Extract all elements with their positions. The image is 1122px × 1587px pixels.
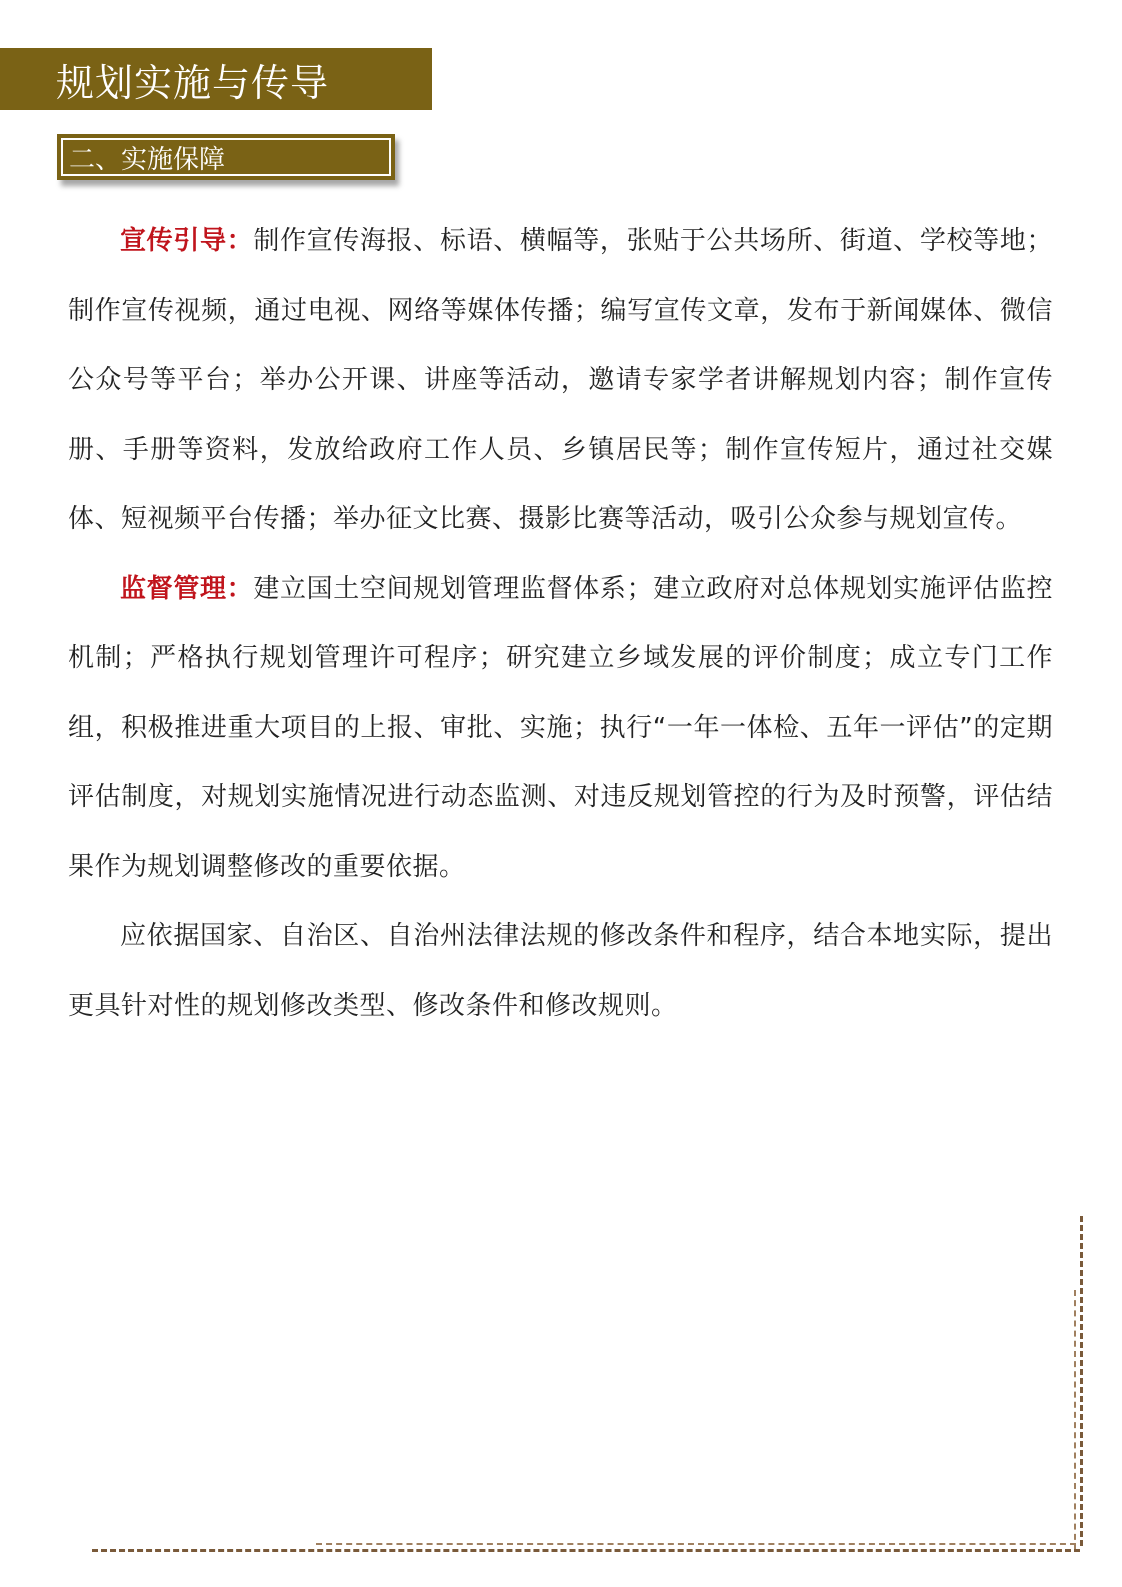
decorative-frame-horizontal bbox=[92, 1549, 1080, 1552]
paragraph-lead-publicity: 宣传引导： bbox=[120, 226, 254, 256]
decorative-frame-vertical-inner bbox=[1074, 1290, 1076, 1550]
decorative-frame-vertical bbox=[1080, 1216, 1083, 1546]
paragraph-publicity bbox=[68, 207, 1053, 555]
section-heading-box bbox=[57, 134, 395, 180]
paragraph-revision bbox=[68, 902, 1053, 1041]
body-content bbox=[68, 207, 1053, 1041]
paragraph-supervision bbox=[68, 555, 1053, 903]
page-title: 规划实施与传导 bbox=[56, 60, 330, 105]
paragraph-text-supervision: 建立国土空间规划管理监督体系；建立政府对总体规划实施评估监控机制；严格执行规划管理许可程序；研究建立乡域发展的评价制度；成立专门工作组，积极推进重大项目的上报、审批、实施；执行“一年一体检、五年一评估”的定期评估制度，对规划实施情况进行动态监测、对违反规划管控的行为及时预警，评估结果作为规划调整修改的重要依据。 bbox=[68, 573, 1053, 882]
paragraph-text-revision: 应依据国家、自治区、自治州法律法规的修改条件和程序，结合本地实际，提出更具针对性的规划修改类型、修改条件和修改规则。 bbox=[68, 921, 1053, 1021]
paragraph-lead-supervision: 监督管理： bbox=[120, 573, 254, 604]
paragraph-text-publicity: 制作宣传海报、标语、横幅等，张贴于公共场所、街道、学校等地；制作宣传视频，通过电视、网络等媒体传播；编写宣传文章，发布于新闻媒体、微信公众号等平台；举办公开课、讲座等活动，邀请专家学者讲解规划内容；制作宣传册、手册等资料，发放给政府工作人员、乡镇居民等；制作宣传短片，通过社交媒体、短视频平台传播；举办征文比赛、摄影比赛等活动，吸引公众参与规划宣传。 bbox=[68, 226, 1053, 534]
section-heading: 二、实施保障 bbox=[69, 144, 226, 175]
page-title-banner bbox=[0, 48, 432, 110]
decorative-frame-horizontal-inner bbox=[316, 1543, 1076, 1545]
